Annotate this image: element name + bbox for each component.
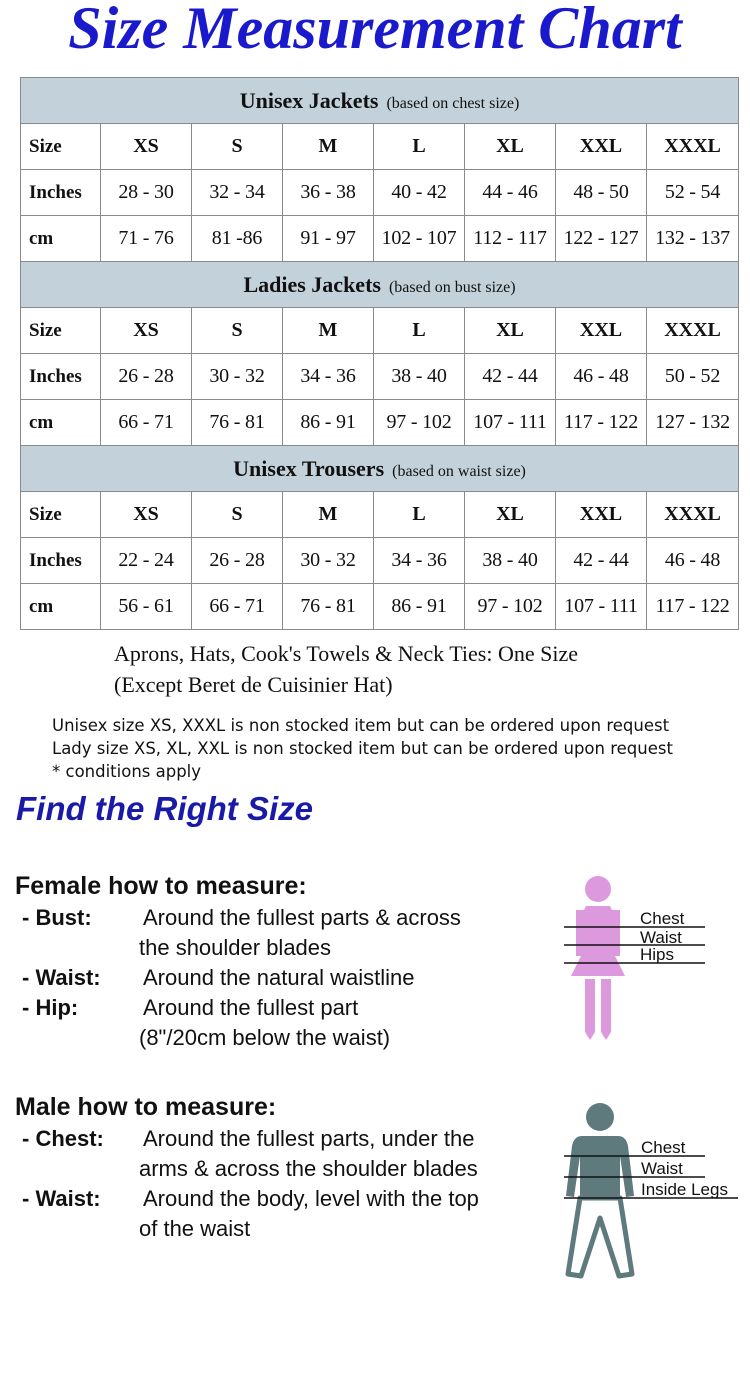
- size-chart-table: [20, 77, 739, 630]
- row-label-cm: cm: [21, 400, 101, 446]
- female-measure-section: [15, 871, 461, 1053]
- size-header-cell: XL: [465, 308, 556, 354]
- size-header-cell: XXXL: [647, 308, 739, 354]
- note-unisex: Unisex size XS, XXXL is non stocked item but can be ordered upon request: [52, 716, 670, 735]
- inches-value-cell: 26 - 28: [192, 538, 283, 584]
- cm-row: [21, 400, 739, 446]
- row-label-size: Size: [21, 124, 101, 170]
- section-header-row: [21, 78, 739, 124]
- cm-value-cell: 81 -86: [192, 216, 283, 262]
- find-size-heading: Find the Right Size: [16, 790, 313, 827]
- inches-value-cell: 34 - 36: [374, 538, 465, 584]
- cm-row: [21, 584, 739, 630]
- male-chest-label: Chest: [641, 1138, 686, 1157]
- inches-value-cell: 26 - 28: [101, 354, 192, 400]
- female-bust-row-cont: [15, 933, 332, 963]
- cm-value-cell: 107 - 111: [556, 584, 647, 630]
- size-header-cell: M: [283, 492, 374, 538]
- cm-value-cell: 127 - 132: [647, 400, 739, 446]
- male-heading: Male how to measure:: [15, 1093, 277, 1121]
- inches-value-cell: 50 - 52: [647, 354, 739, 400]
- chest-desc: Around the fullest parts, under the: [143, 1126, 475, 1151]
- section-name: Unisex Jackets: [239, 87, 379, 113]
- size-header-cell: S: [192, 124, 283, 170]
- cm-value-cell: 91 - 97: [283, 216, 374, 262]
- row-label-size: Size: [21, 492, 101, 538]
- row-label-inches: Inches: [21, 354, 101, 400]
- inches-value-cell: 30 - 32: [192, 354, 283, 400]
- cm-value-cell: 132 - 137: [647, 216, 739, 262]
- size-header-cell: M: [283, 308, 374, 354]
- male-figure: [560, 1100, 745, 1280]
- inches-value-cell: 42 - 44: [556, 538, 647, 584]
- row-label-inches: Inches: [21, 538, 101, 584]
- cm-value-cell: 71 - 76: [101, 216, 192, 262]
- section-name: Unisex Trousers: [233, 455, 385, 481]
- cm-row: [21, 216, 739, 262]
- cm-value-cell: 76 - 81: [192, 400, 283, 446]
- section-header: [21, 262, 739, 308]
- bust-term: - Bust:: [22, 905, 92, 930]
- row-label-size: Size: [21, 308, 101, 354]
- section-header: [21, 446, 739, 492]
- row-label-inches: Inches: [21, 170, 101, 216]
- size-header-cell: XXL: [556, 124, 647, 170]
- note-lady: Lady size XS, XL, XXL is non stocked item but can be ordered upon request: [52, 739, 673, 758]
- inches-value-cell: 38 - 40: [465, 538, 556, 584]
- size-row: [21, 492, 739, 538]
- inches-value-cell: 46 - 48: [647, 538, 739, 584]
- cm-value-cell: 102 - 107: [374, 216, 465, 262]
- waist-term: - Waist:: [22, 965, 101, 990]
- male-waist-row: [15, 1184, 479, 1214]
- male-waist-row-cont: [15, 1214, 276, 1244]
- male-inside-legs-label: Inside Legs: [641, 1180, 728, 1199]
- cm-value-cell: 97 - 102: [374, 400, 465, 446]
- cm-value-cell: 107 - 111: [465, 400, 556, 446]
- inches-value-cell: 40 - 42: [374, 170, 465, 216]
- female-hip-row: [15, 993, 359, 1023]
- inches-value-cell: 34 - 36: [283, 354, 374, 400]
- female-bust-row: [15, 903, 461, 933]
- cm-value-cell: 86 - 91: [374, 584, 465, 630]
- inches-value-cell: 38 - 40: [374, 354, 465, 400]
- male-chest-row-cont: [15, 1154, 478, 1184]
- section-header-row: [21, 446, 739, 492]
- male-waist-term: - Waist:: [22, 1186, 101, 1211]
- inches-value-cell: 52 - 54: [647, 170, 739, 216]
- size-header-cell: L: [374, 492, 465, 538]
- female-waist-row: [15, 963, 415, 993]
- male-waist-label: Waist: [641, 1159, 683, 1178]
- inches-value-cell: 30 - 32: [283, 538, 374, 584]
- chest-term: - Chest:: [22, 1126, 104, 1151]
- cm-value-cell: 112 - 117: [465, 216, 556, 262]
- inches-row: [21, 170, 739, 216]
- cm-value-cell: 117 - 122: [556, 400, 647, 446]
- waist-desc: Around the natural waistline: [143, 965, 415, 990]
- inches-value-cell: 28 - 30: [101, 170, 192, 216]
- one-size-exception: (Except Beret de Cuisinier Hat): [114, 672, 393, 697]
- female-waist-label: Waist: [640, 928, 682, 947]
- female-hip-row-cont: [15, 1023, 391, 1053]
- note-conditions: * conditions apply: [52, 762, 202, 781]
- section-header-row: [21, 262, 739, 308]
- female-figure: [560, 874, 720, 1044]
- row-label-cm: cm: [21, 216, 101, 262]
- inches-value-cell: 22 - 24: [101, 538, 192, 584]
- hip-desc: Around the fullest part: [143, 995, 359, 1020]
- inches-value-cell: 46 - 48: [556, 354, 647, 400]
- size-header-cell: XXXL: [647, 124, 739, 170]
- size-header-cell: XS: [101, 308, 192, 354]
- inches-value-cell: 32 - 34: [192, 170, 283, 216]
- hip-term: - Hip:: [22, 995, 79, 1020]
- one-size-line: Aprons, Hats, Cook's Towels & Neck Ties: One Size: [114, 641, 579, 666]
- male-waist-desc: Around the body, level with the top: [143, 1186, 479, 1211]
- inches-value-cell: 44 - 46: [465, 170, 556, 216]
- inches-value-cell: 48 - 50: [556, 170, 647, 216]
- male-measure-section: [15, 1092, 479, 1244]
- cm-value-cell: 76 - 81: [283, 584, 374, 630]
- size-header-cell: XS: [101, 124, 192, 170]
- inches-row: [21, 538, 739, 584]
- female-chest-label: Chest: [640, 909, 685, 928]
- size-header-cell: XL: [465, 492, 556, 538]
- cm-value-cell: 97 - 102: [465, 584, 556, 630]
- cm-value-cell: 56 - 61: [101, 584, 192, 630]
- section-name: Ladies Jackets: [243, 271, 381, 297]
- size-row: [21, 124, 739, 170]
- female-heading: Female how to measure:: [15, 872, 307, 900]
- size-header-cell: M: [283, 124, 374, 170]
- section-header: [21, 78, 739, 124]
- row-label-cm: cm: [21, 584, 101, 630]
- cm-value-cell: 66 - 71: [101, 400, 192, 446]
- cm-value-cell: 117 - 122: [647, 584, 739, 630]
- cm-value-cell: 66 - 71: [192, 584, 283, 630]
- size-header-cell: XXL: [556, 308, 647, 354]
- inches-value-cell: 42 - 44: [465, 354, 556, 400]
- female-hips-label: Hips: [640, 945, 675, 964]
- section-note: (based on chest size): [386, 94, 520, 112]
- bust-desc-cont: the shoulder blades: [139, 935, 332, 960]
- chest-desc-cont: arms & across the shoulder blades: [139, 1156, 478, 1181]
- male-waist-desc-cont: of the waist: [139, 1216, 251, 1241]
- page-title: Size Measurement Chart: [68, 0, 682, 61]
- section-note: (based on bust size): [388, 278, 516, 296]
- male-chest-row: [15, 1124, 475, 1154]
- stock-notes: [52, 714, 673, 783]
- inches-row: [21, 354, 739, 400]
- size-header-cell: L: [374, 308, 465, 354]
- size-header-cell: XXXL: [647, 492, 739, 538]
- size-header-cell: S: [192, 308, 283, 354]
- size-header-cell: XS: [101, 492, 192, 538]
- cm-value-cell: 122 - 127: [556, 216, 647, 262]
- section-note: (based on waist size): [392, 462, 526, 480]
- hip-desc-cont: (8"/20cm below the waist): [139, 1025, 391, 1050]
- size-header-cell: XL: [465, 124, 556, 170]
- size-header-cell: S: [192, 492, 283, 538]
- bust-desc: Around the fullest parts & across: [143, 905, 461, 930]
- size-header-cell: XXL: [556, 492, 647, 538]
- size-row: [21, 308, 739, 354]
- one-size-note: [114, 638, 578, 700]
- size-header-cell: L: [374, 124, 465, 170]
- cm-value-cell: 86 - 91: [283, 400, 374, 446]
- inches-value-cell: 36 - 38: [283, 170, 374, 216]
